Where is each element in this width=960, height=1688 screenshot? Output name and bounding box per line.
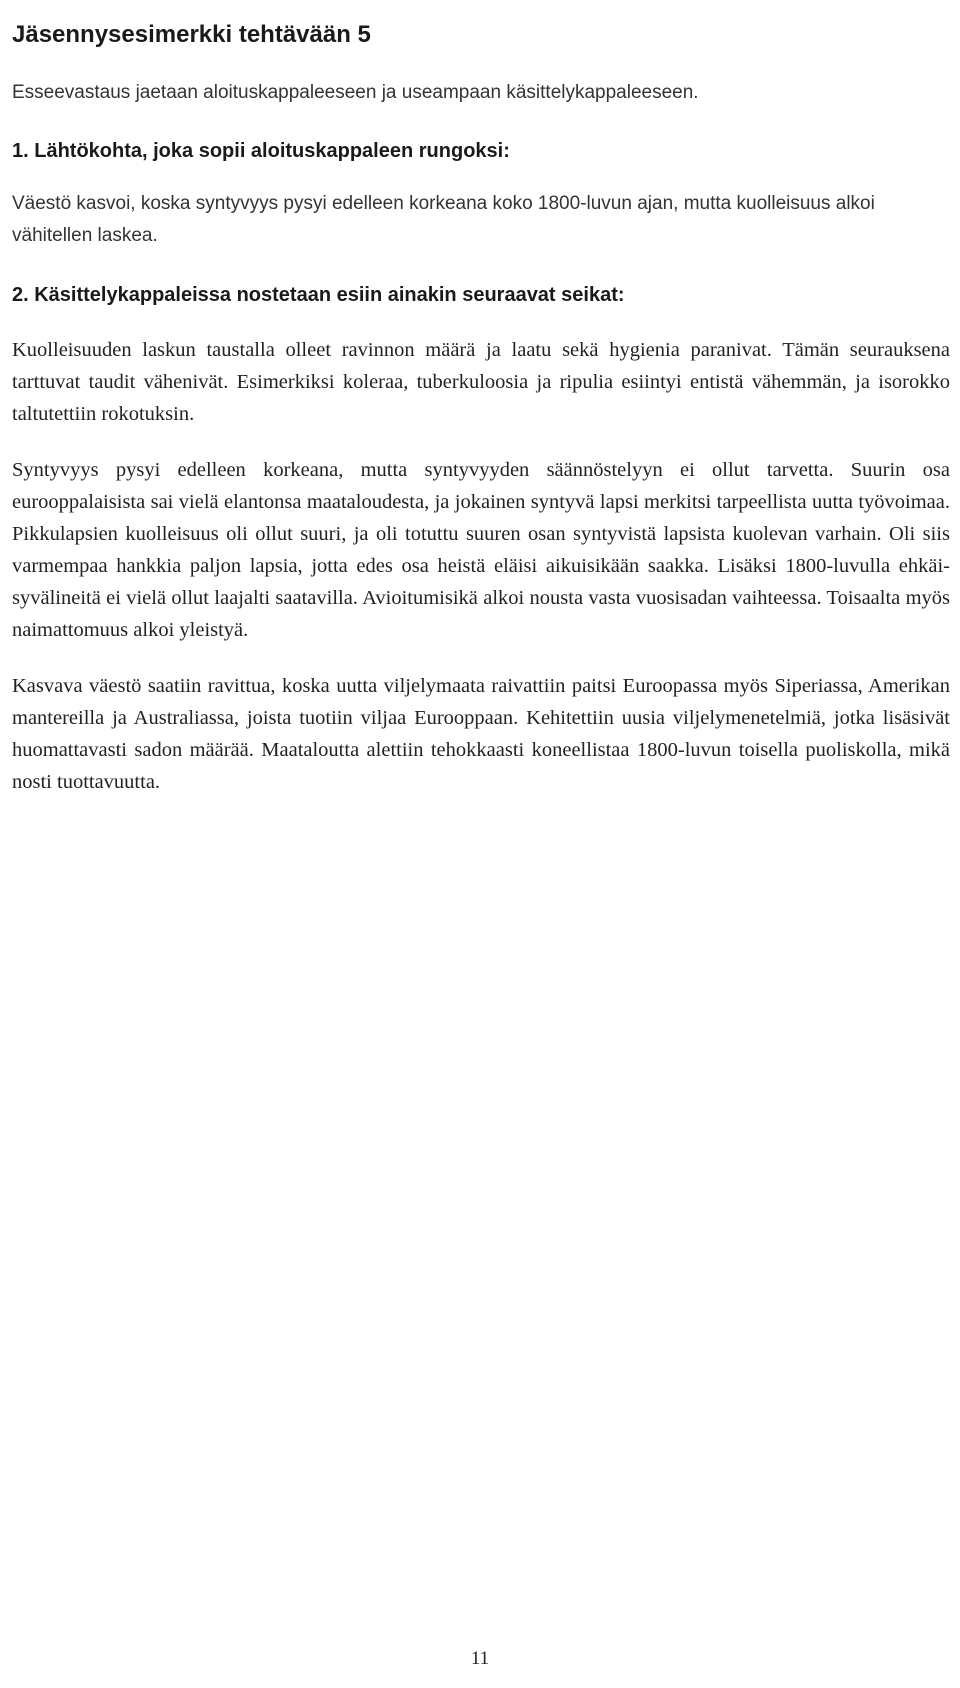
paragraph-birthrate: Syntyvyys pysyi edelleen korkeana, mutta syntyvyyden säännöstelyyn ei ollut tarvetta. Suurin osa eurooppalaisista sai vielä elantonsa maataloudesta, ja jokainen syntyvä lapsi merkitsi tarpeellista uutta työvoimaa. Pikkulapsien kuolleisuus oli ollut suuri, ja oli totuttu suuren osan syntyvistä lapsista kuolevan varhain. Oli siis varmempaa hankkia paljon lapsia, jotta edes osa heistä eläisi aikuisikään saakka. Lisäksi 1800-luvulla ehkäisyvälineitä ei vielä ollut laajalti saatavilla. Avioitumisikä alkoi nousta vasta vuosisadan vaihteessa. Toisaalta myös naimattomuus alkoi yleistyä. [12,459,950,641]
document-title: Jäsennysesimerkki tehtävään 5 [12,21,371,48]
section-1-text: Väestö kasvoi, koska syntyvyys pysyi edelleen korkeana koko 1800-luvun ajan, mutta kuolleisuus alkoi vähitellen laskea. [12,193,875,246]
page-number: 11 [470,1648,490,1669]
document-page [12,16,950,798]
paragraph-mortality: Kuolleisuuden laskun taustalla olleet ravinnon määrä ja laatu sekä hygienia paranivat. Tämän seurauksena tarttuvat taudit vähenivät. Esimerkiksi koleraa, tuberkuloosia ja ripulia esiintyi entistä vähemmän, ja isorokko taltutettiin rokotuksin. [12,339,950,425]
intro-text: Esseevastaus jaetaan aloituskappaleeseen ja useampaan käsittelykappaleeseen. [12,82,699,103]
section-2-heading: 2. Käsittelykappaleissa nostetaan esiin ainakin seuraavat seikat: [12,284,625,306]
section-1-heading: 1. Lähtökohta, joka sopii aloituskappaleen rungoksi: [12,140,510,162]
paragraph-food-supply: Kasvava väestö saatiin ravittua, koska uutta viljelymaata raivattiin paitsi Euroopassa myös Siperiassa, Amerikan mantereilla ja Australiassa, joista tuotiin viljaa Eurooppaan. Kehitettiin uusia viljelymenetelmiä, jotka lisäsivät huomattavasti sadon määrää. Maataloutta alettiin tehokkaasti koneellistaa 1800-luvun toisella puoliskolla, mikä nosti tuottavuutta. [12,675,950,793]
